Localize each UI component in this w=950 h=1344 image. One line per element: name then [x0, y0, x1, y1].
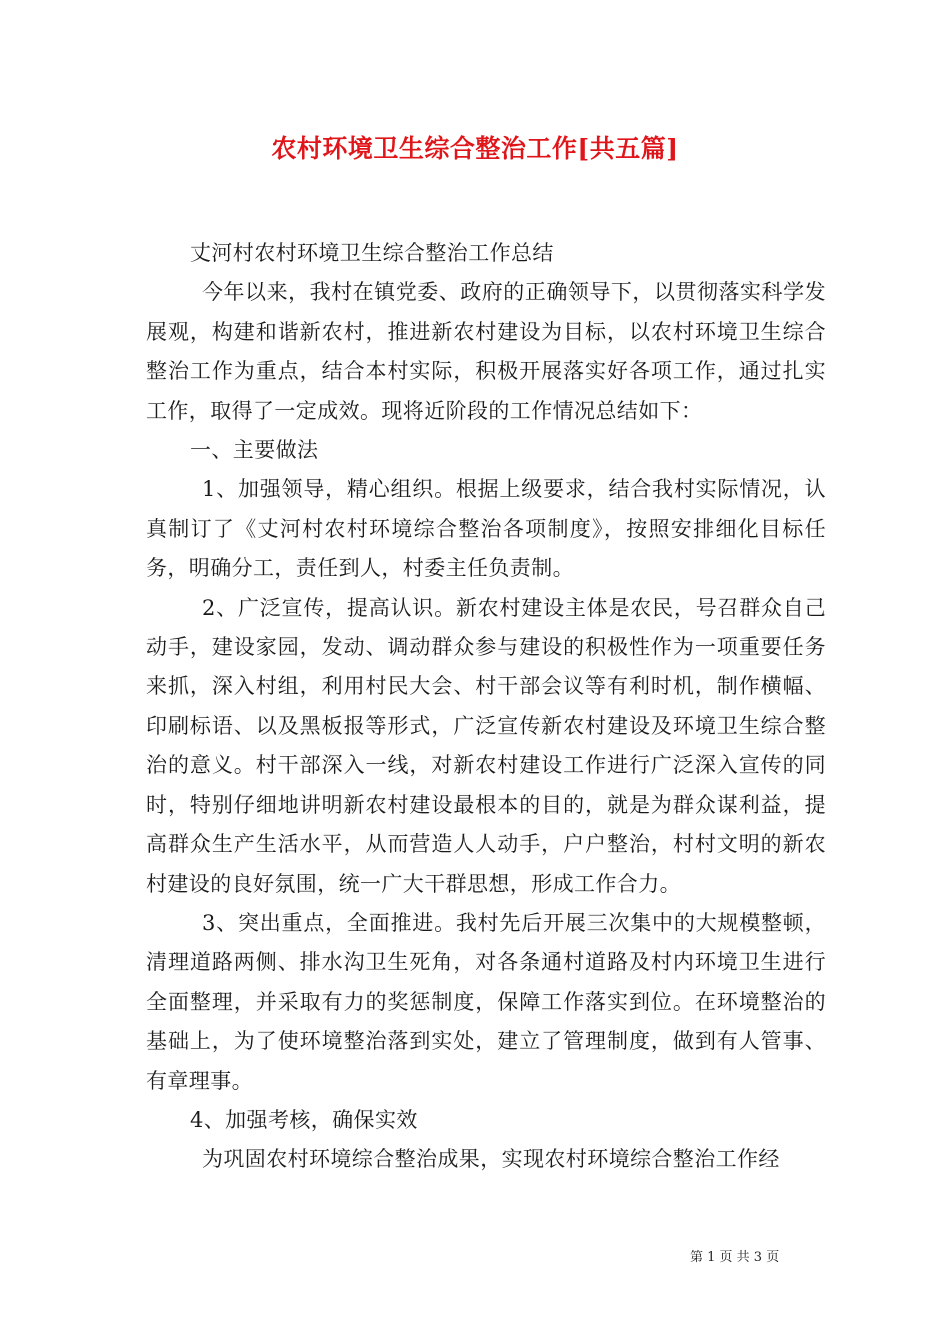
document-title: 农村环境卫生综合整治工作[共五篇] [271, 134, 679, 163]
item-3-paragraph: 3、突出重点，全面推进。我村先后开展三次集中的大规模整顿，清理道路两侧、排水沟卫生死角，对各条通村道路及村内环境卫生进行全面整理，并采取有力的奖惩制度，保障工作落实到位。在环境整治的基础上，为了使环境整治落到实处，建立了管理制度，做到有人管事、有章理事。 [146, 910, 826, 1093]
document-subtitle: 丈河村农村环境卫生综合整治工作总结 [190, 241, 554, 265]
document-body [146, 234, 826, 1180]
item-2-paragraph: 2、广泛宣传，提高认识。新农村建设主体是农民，号召群众自己动手，建设家园，发动、调动群众参与建设的积极性作为一项重要任务来抓，深入村组，利用村民大会、村干部会议等有利时机，制作横幅、印刷标语、以及黑板报等形式，广泛宣传新农村建设及环境卫生综合整治的意义。村干部深入一线，对新农村建设工作进行广泛深入宣传的同时，特别仔细地讲明新农村建设最根本的目的，就是为群众谋利益，提高群众生产生活水平，从而营造人人动手，户户整治，村村文明的新农村建设的良好氛围，统一广大干群思想，形成工作合力。 [146, 595, 826, 896]
item-4-paragraph: 为巩固农村环境综合整治成果，实现农村环境综合整治工作经 [202, 1147, 780, 1172]
item-4-heading: 4、加强考核，确保实效 [190, 1107, 418, 1132]
page-indicator: 第 1 页 共 3 页 [690, 1250, 780, 1265]
section-heading: 一、主要做法 [190, 438, 319, 463]
item-1-paragraph: 1、加强领导，精心组织。根据上级要求，结合我村实际情况，认真制订了《丈河村农村环境综合整治各项制度》，按照安排细化目标任务，明确分工，责任到人，村委主任负责制。 [146, 477, 826, 581]
intro-paragraph: 今年以来，我村在镇党委、政府的正确领导下，以贯彻落实科学发展观，构建和谐新农村，推进新农村建设为目标，以农村环境卫生综合整治工作为重点，结合本村实际，积极开展落实好各项工作，通过扎实工作，取得了一定成效。现将近阶段的工作情况总结如下： [146, 280, 826, 423]
